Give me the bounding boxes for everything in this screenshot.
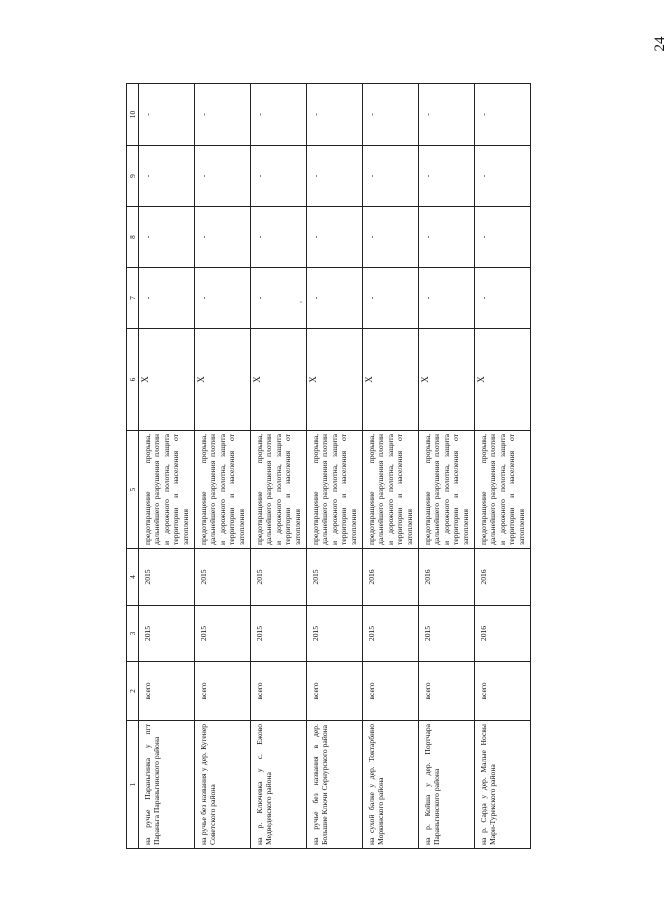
value-cell: -	[475, 268, 531, 329]
header-cell: 5	[127, 431, 139, 549]
purpose-cell: предотвращение прорыва, дальнейшего разрушения плотин и дорожного полотна, защита территории и населения от затопления	[475, 431, 531, 549]
value-cell: -	[195, 84, 251, 146]
table-row	[251, 84, 307, 849]
total-cell: всего	[195, 662, 251, 721]
page-number: 24	[652, 36, 668, 52]
value-cell: -	[195, 146, 251, 207]
location-cell: на р. Койша у дер. Портчара Параньгинского района	[419, 721, 475, 849]
table-row	[363, 84, 419, 849]
start-year-cell: 2015	[307, 606, 363, 662]
mark-cell: X	[195, 329, 251, 431]
value-cell: -	[419, 207, 475, 268]
total-cell: всего	[139, 662, 195, 721]
value-cell: -	[419, 84, 475, 146]
value-cell: -	[139, 207, 195, 268]
location-cell: на ручье без названия у дер. Кугенер Советского района	[195, 721, 251, 849]
table-row	[419, 84, 475, 849]
value-cell: -	[251, 207, 307, 268]
value-cell: -	[363, 207, 419, 268]
value-cell: -	[195, 207, 251, 268]
end-year-cell: 2016	[475, 549, 531, 606]
value-cell: -	[363, 268, 419, 329]
location-cell: на сухой балке у дер. Токтарбино Моркинского района	[363, 721, 419, 849]
value-cell: -	[419, 268, 475, 329]
value-cell: -	[307, 268, 363, 329]
location-cell: на ручье Параньгинка у пгт Параньга Параньгинского района	[139, 721, 195, 849]
value-cell: -	[363, 84, 419, 146]
mark-cell: X	[475, 329, 531, 431]
value-cell: -	[475, 146, 531, 207]
value-cell: -	[251, 146, 307, 207]
start-year-cell: 2015	[251, 606, 307, 662]
value-cell: -	[363, 146, 419, 207]
header-cell: 4	[127, 549, 139, 606]
table-row	[139, 84, 195, 849]
value-cell: -	[251, 84, 307, 146]
value-cell: -	[139, 146, 195, 207]
end-year-cell: 2016	[363, 549, 419, 606]
total-cell: всего	[475, 662, 531, 721]
total-cell: всего	[307, 662, 363, 721]
value-cell: -	[475, 84, 531, 146]
value-cell: -	[307, 146, 363, 207]
mark-cell: X	[139, 329, 195, 431]
total-cell: всего	[363, 662, 419, 721]
end-year-cell: 2015	[251, 549, 307, 606]
header-cell: 2	[127, 662, 139, 721]
value-cell: -	[195, 268, 251, 329]
mark-cell: X	[363, 329, 419, 431]
start-year-cell: 2015	[419, 606, 475, 662]
purpose-cell: предотвращение прорыва, дальнейшего разрушения плотин и дорожного полотна, защита территории и населения от затопления	[419, 431, 475, 549]
table-row	[475, 84, 531, 849]
value-cell: -	[139, 84, 195, 146]
total-cell: всего	[251, 662, 307, 721]
start-year-cell: 2016	[475, 606, 531, 662]
end-year-cell: 2015	[195, 549, 251, 606]
header-cell: 1	[127, 721, 139, 849]
purpose-cell: предотвращение прорыва, дальнейшего разрушения плотин и дорожного полотна, защита территории и населения от затопления	[195, 431, 251, 549]
location-cell: на р. Ключевка у с. Ежово Медведевского района	[251, 721, 307, 849]
table-row	[307, 84, 363, 849]
end-year-cell: 2015	[307, 549, 363, 606]
header-cell: 9	[127, 146, 139, 207]
header-cell: 7	[127, 268, 139, 329]
rotated-table-container	[126, 84, 527, 849]
total-cell: всего	[419, 662, 475, 721]
mark-cell: X	[251, 329, 307, 431]
value-cell: -	[475, 207, 531, 268]
value-cell: -	[251, 268, 307, 329]
end-year-cell: 2015	[139, 549, 195, 606]
purpose-cell: предотвращение прорыва, дальнейшего разрушения плотин и дорожного полотна, защита территории и населения от затопления	[139, 431, 195, 549]
value-cell: -	[419, 146, 475, 207]
start-year-cell: 2015	[139, 606, 195, 662]
start-year-cell: 2015	[195, 606, 251, 662]
purpose-cell: предотвращение прорыва, дальнейшего разрушения плотин и дорожного полотна, защита территории и населения от затопления	[363, 431, 419, 549]
header-cell: 8	[127, 207, 139, 268]
purpose-cell: предотвращение прорыва, дальнейшего разрушения плотин и дорожного полотна, защита территории и населения от затопления	[251, 431, 307, 549]
header-row	[127, 84, 139, 849]
purpose-cell: предотвращение прорыва, дальнейшего разрушения плотин и дорожного полотна, защита территории и населения от затопления	[307, 431, 363, 549]
end-year-cell: 2016	[419, 549, 475, 606]
projects-table	[126, 83, 531, 849]
location-cell: на ручье без названия в дер. Большие Ключи Сернурского района	[307, 721, 363, 849]
value-cell: -	[307, 207, 363, 268]
table-row	[195, 84, 251, 849]
value-cell: -	[307, 84, 363, 146]
mark-cell: X	[307, 329, 363, 431]
header-cell: 6	[127, 329, 139, 431]
start-year-cell: 2015	[363, 606, 419, 662]
value-cell: -	[139, 268, 195, 329]
location-cell: на р. Сарда у дер. Малые Носвы Мари-Турекского района	[475, 721, 531, 849]
header-cell: 3	[127, 606, 139, 662]
header-cell: 10	[127, 84, 139, 146]
mark-cell: X	[419, 329, 475, 431]
